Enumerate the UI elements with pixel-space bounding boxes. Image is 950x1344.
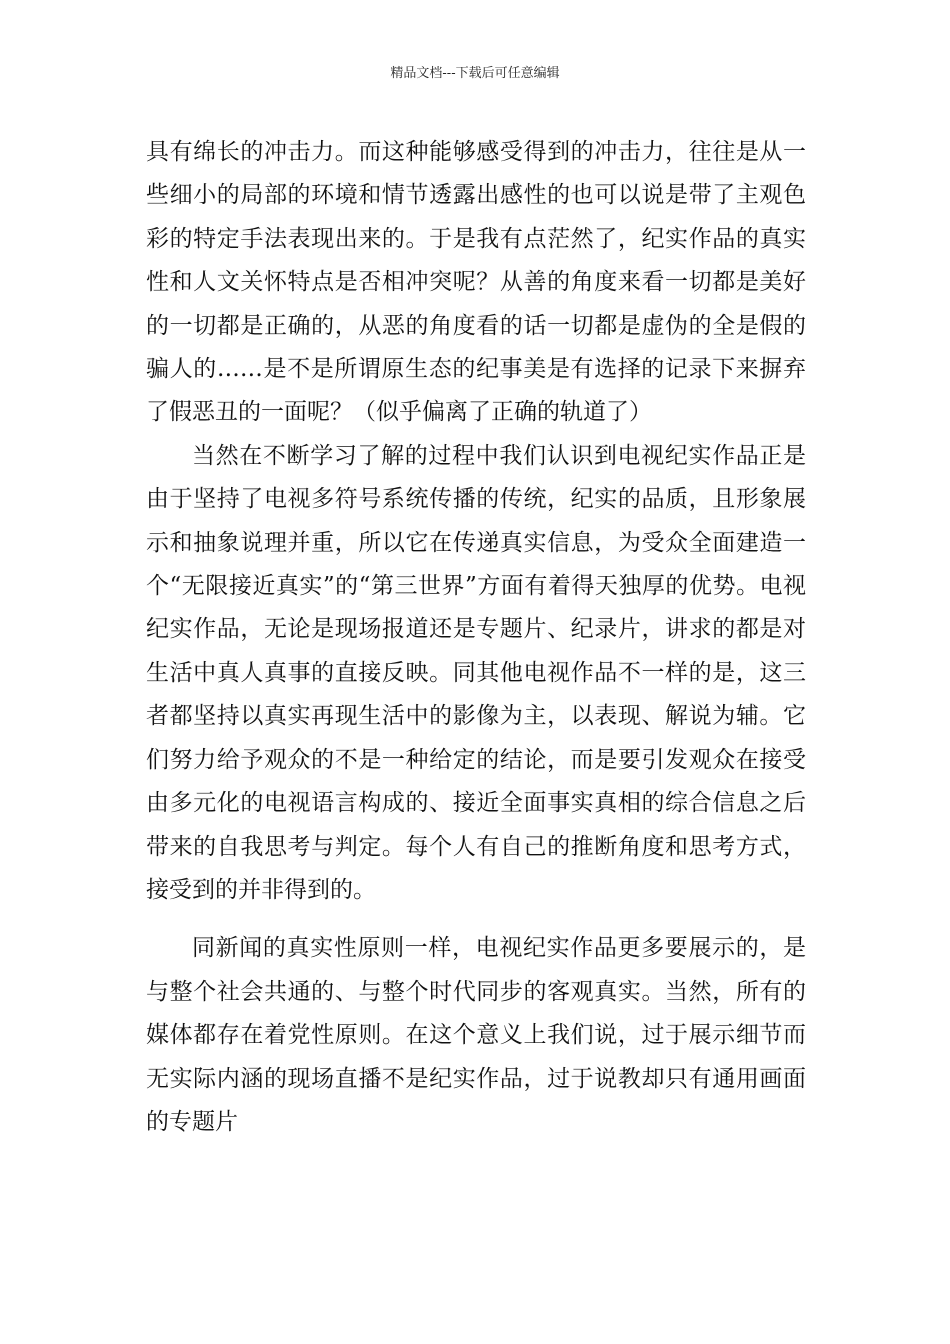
paragraph-2: 当然在不断学习了解的过程中我们认识到电视纪实作品正是由于坚持了电视多符号系统传播的传统，纪实的品质，且形象展示和抽象说理并重，所以它在传递真实信息，为受众全面建造一个“无限接近真实”的“第三世界”方面有着得天独厚的优势。电视纪实作品，无论是现场报道还是专题片、纪录片，讲求的都是对生活中真人真事的直接反映。同其他电视作品不一样的是，这三者都坚持以真实再现生活中的影像为主，以表现、解说为辅。它们努力给予观众的不是一种给定的结论，而是要引发观众在接受由多元化的电视语言构成的、接近全面事实真相的综合信息之后带来的自我思考与判定。每个人有自己的推断角度和思考方式，接受到的并非得到的。 bbox=[146, 442, 806, 903]
page-header: 精品文档---下载后可任意编辑 bbox=[390, 66, 560, 81]
paragraph-1: 具有绵长的冲击力。而这种能够感受得到的冲击力，往往是从一些细小的局部的环境和情节透露出感性的也可以说是带了主观色彩的特定手法表现出来的。于是我有点茫然了，纪实作品的真实性和人文关怀特点是否相冲突呢？从善的角度来看一切都是美好的一切都是正确的，从恶的角度看的话一切都是虚伪的全是假的骗人的……是不是所谓原生态的纪事美是有选择的记录下来摒弃了假恶丑的一面呢？（似乎偏离了正确的轨道了） bbox=[146, 139, 806, 426]
paragraph-3: 同新闻的真实性原则一样，电视纪实作品更多要展示的，是与整个社会共通的、与整个时代同步的客观真实。当然，所有的媒体都存在着党性原则。在这个意义上我们说，过于展示细节而无实际内涵的现场直播不是纪实作品，过于说教却只有通用画面的专题片 bbox=[146, 935, 806, 1135]
document-body bbox=[146, 131, 806, 1144]
